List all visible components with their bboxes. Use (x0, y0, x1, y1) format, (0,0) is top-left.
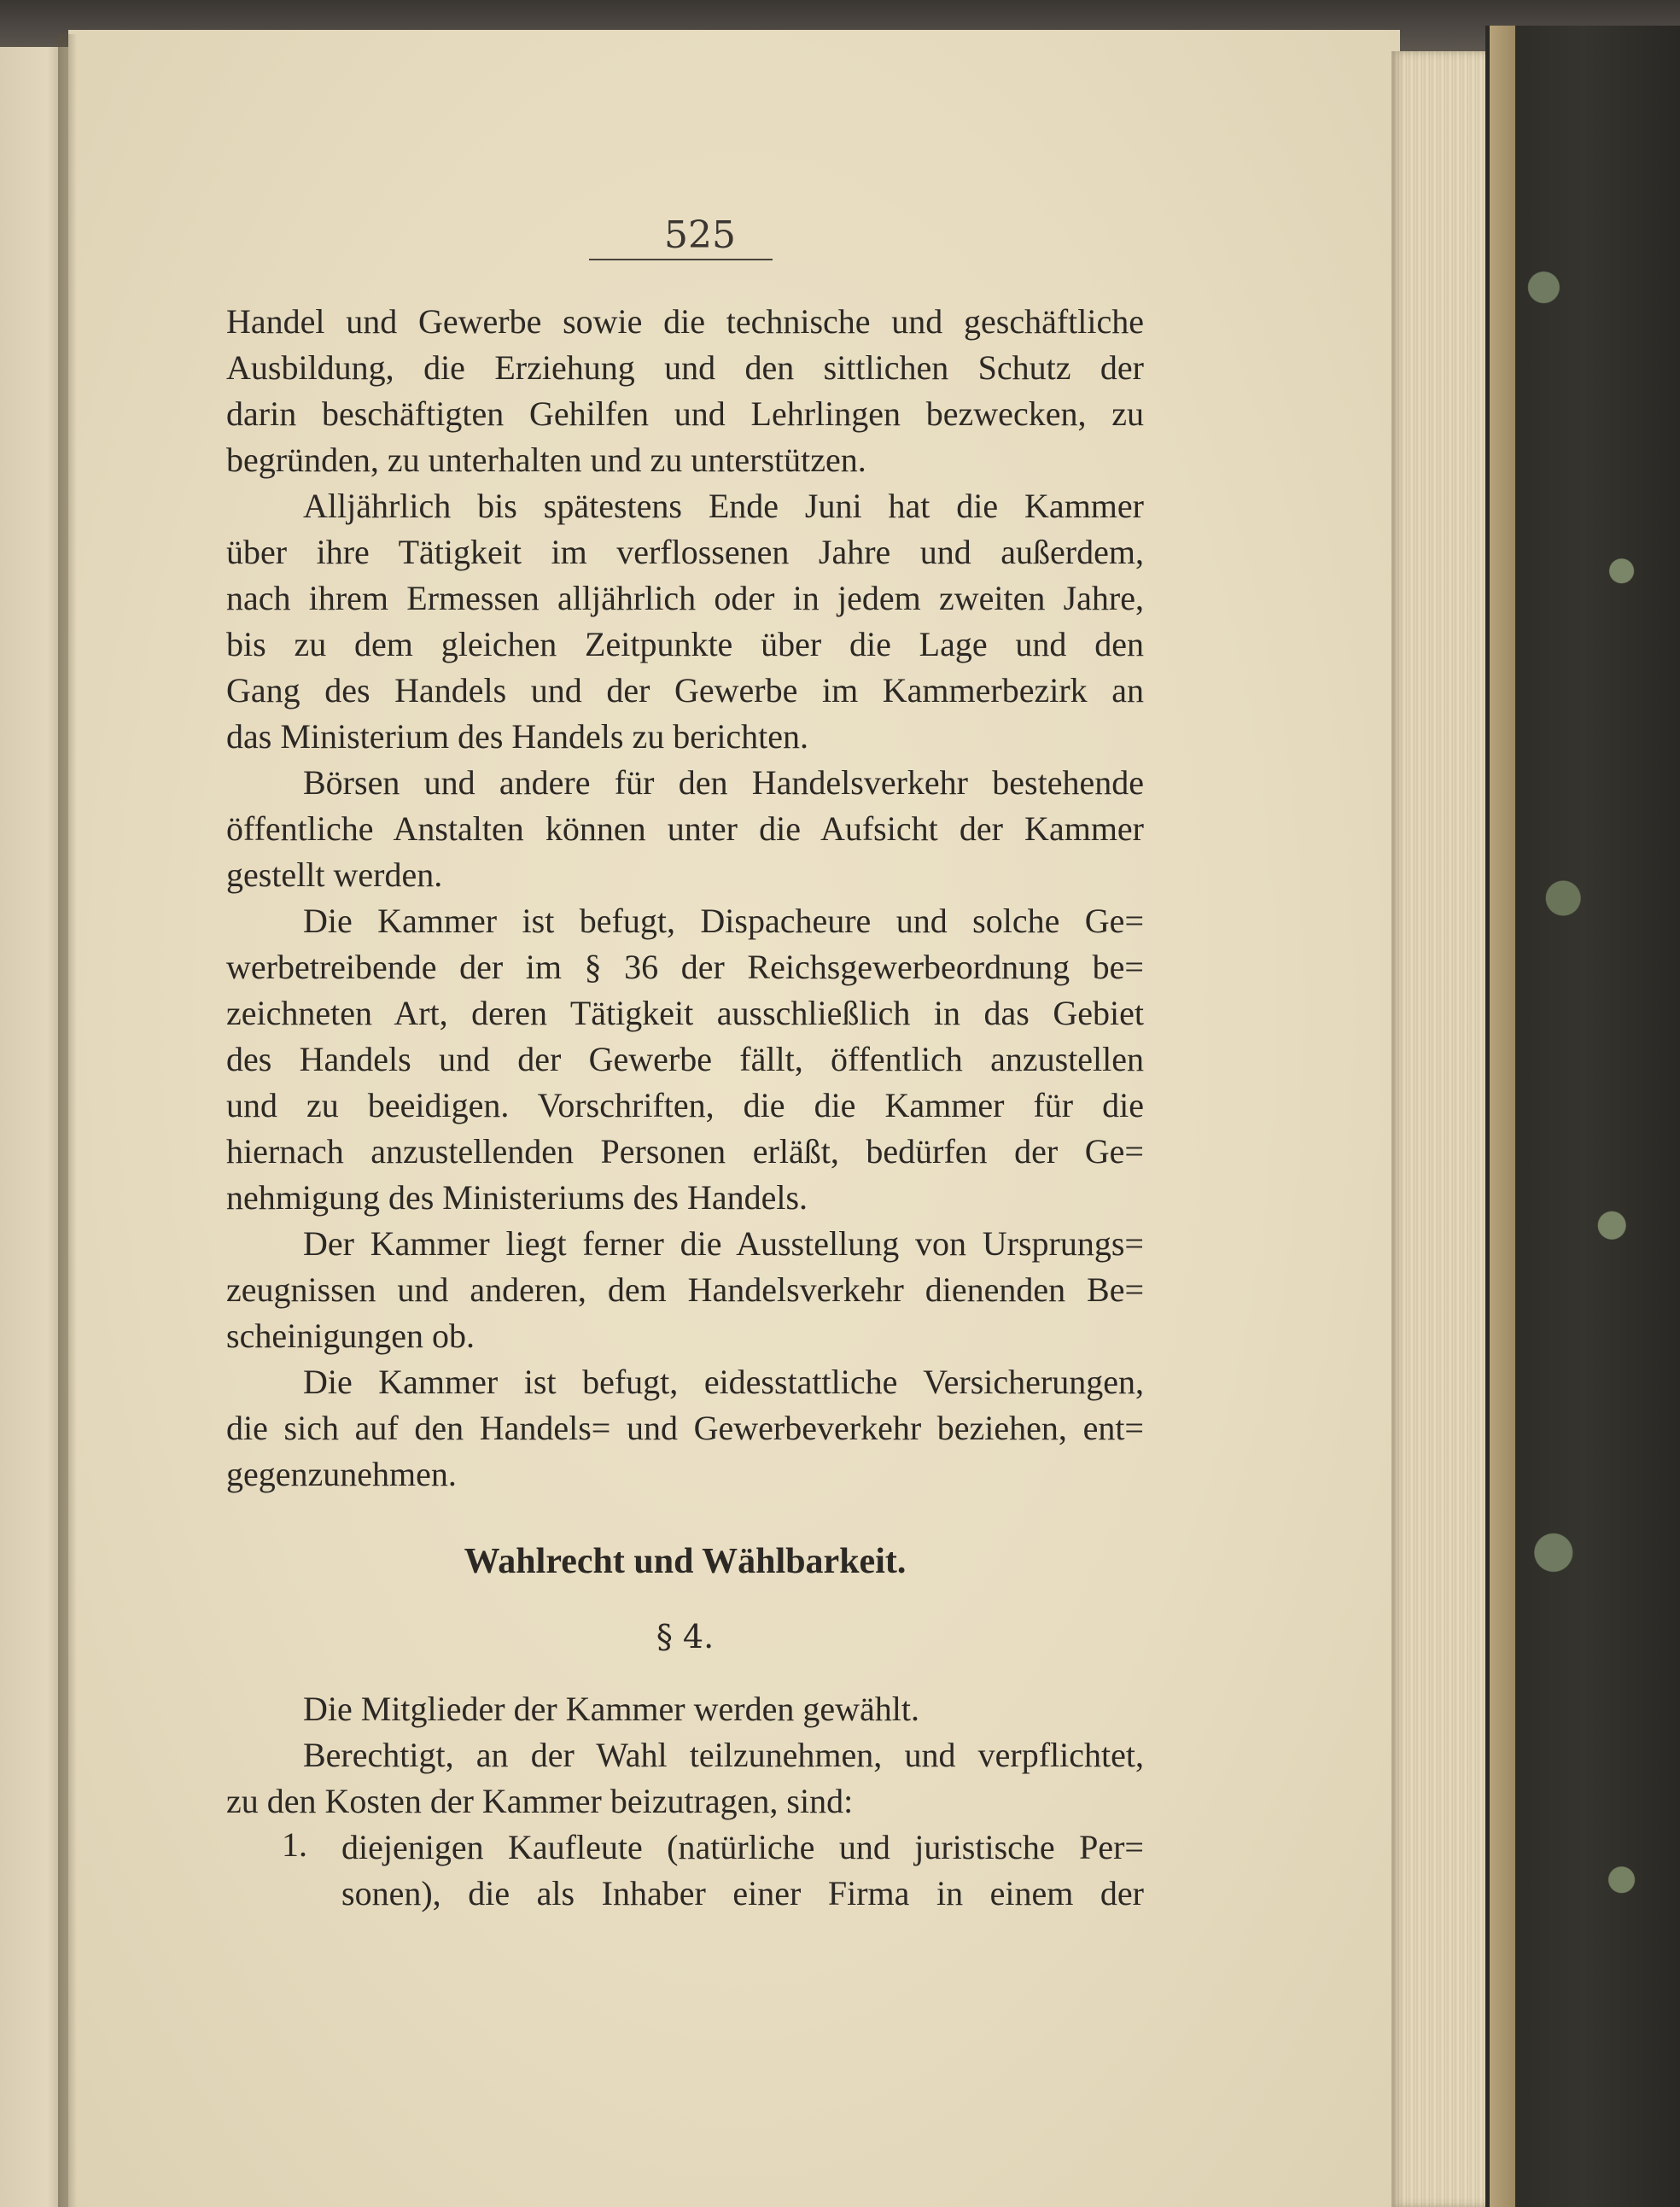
list-item-text (341, 1825, 1144, 1917)
text-line: Ausbildung, die Erziehung und den sittlichen Schutz der (226, 348, 1144, 387)
text-line: Handel und Gewerbe sowie die technische und geschäftliche (226, 302, 1144, 341)
text-line: bis zu dem gleichen Zeitpunkte über die Lage und den (226, 625, 1144, 663)
text-line: diejenigen Kaufleute (natürliche und juristische Per= (341, 1828, 1144, 1866)
paragraph-2 (226, 483, 1144, 760)
text-line: Berechtigt, an der Wahl teilzunehmen, und verpflichtet, (303, 1736, 1144, 1774)
text-line: darin beschäftigten Gehilfen und Lehrlingen bezwecken, zu (226, 394, 1144, 433)
header-rule (589, 259, 773, 260)
text-line: Die Mitglieder der Kammer werden gewählt. (303, 1690, 919, 1728)
text-line: die sich auf den Handels= und Gewerbeverkehr beziehen, ent= (226, 1409, 1144, 1447)
paragraph-3 (226, 760, 1144, 898)
text-line: öffentliche Anstalten können unter die Aufsicht der Kammer (226, 809, 1144, 848)
text-line: zu den Kosten der Kammer beizutragen, sind: (226, 1782, 854, 1820)
text-line: Gang des Handels und der Gewerbe im Kammerbezirk an (226, 671, 1144, 709)
paragraph-5 (226, 1221, 1144, 1359)
text-line: zeichneten Art, deren Tätigkeit ausschließlich in das Gebiet (226, 994, 1144, 1032)
text-line: das Ministerium des Handels zu berichten. (226, 717, 809, 756)
text-line: gestellt werden. (226, 855, 443, 894)
page-fore-edge (1391, 51, 1494, 2207)
section-number: § 4. (656, 1618, 715, 1655)
list-item-1 (341, 1825, 1144, 1917)
paragraph-7 (226, 1686, 1144, 1732)
text-line: Der Kammer liegt ferner die Ausstellung von Ursprungs= (303, 1224, 1144, 1263)
list-item-number: 1. (282, 1825, 307, 1864)
body-text-lower (226, 1686, 1144, 1825)
text-line: des Handels und der Gewerbe fällt, öffentlich anzustellen (226, 1040, 1144, 1078)
text-line: hiernach anzustellenden Personen erläßt, bedürfen der Ge= (226, 1132, 1144, 1171)
paragraph-1 (226, 299, 1144, 483)
paragraph-4 (226, 898, 1144, 1221)
text-line: begründen, zu unterhalten und zu unterstützen. (226, 441, 866, 479)
text-line: Die Kammer ist befugt, eidesstattliche Versicherungen, (303, 1363, 1144, 1401)
paragraph-8 (226, 1732, 1144, 1825)
body-text-upper (226, 299, 1144, 1498)
text-line: sonen), die als Inhaber einer Firma in einem der (341, 1874, 1144, 1912)
text-line: nehmigung des Ministeriums des Handels. (226, 1178, 808, 1217)
section-heading: Wahlrecht und Wählbarkeit. (464, 1542, 907, 1581)
text-line: über ihre Tätigkeit im verflossenen Jahre und außerdem, (226, 533, 1144, 571)
text-line: nach ihrem Ermessen alljährlich oder in jedem zweiten Jahre, (226, 579, 1144, 617)
paragraph-6 (226, 1359, 1144, 1498)
text-line: zeugnissen und anderen, dem Handelsverkehr dienenden Be= (226, 1270, 1144, 1309)
page-number: 525 (664, 213, 736, 257)
text-line: scheinigungen ob. (226, 1317, 475, 1355)
text-line: Die Kammer ist befugt, Dispacheure und solche Ge= (303, 902, 1144, 940)
text-line: und zu beeidigen. Vorschriften, die die Kammer für die (226, 1086, 1144, 1124)
text-line: werbetreibende der im § 36 der Reichsgewerbeordnung be= (226, 948, 1144, 986)
spine-shadow (58, 34, 77, 2207)
text-line: Börsen und andere für den Handelsverkehr bestehende (303, 763, 1144, 802)
text-line: Alljährlich bis spätestens Ende Juni hat die Kammer (303, 487, 1144, 525)
text-line: gegenzunehmen. (226, 1455, 457, 1493)
cover-edge (1490, 26, 1515, 2207)
